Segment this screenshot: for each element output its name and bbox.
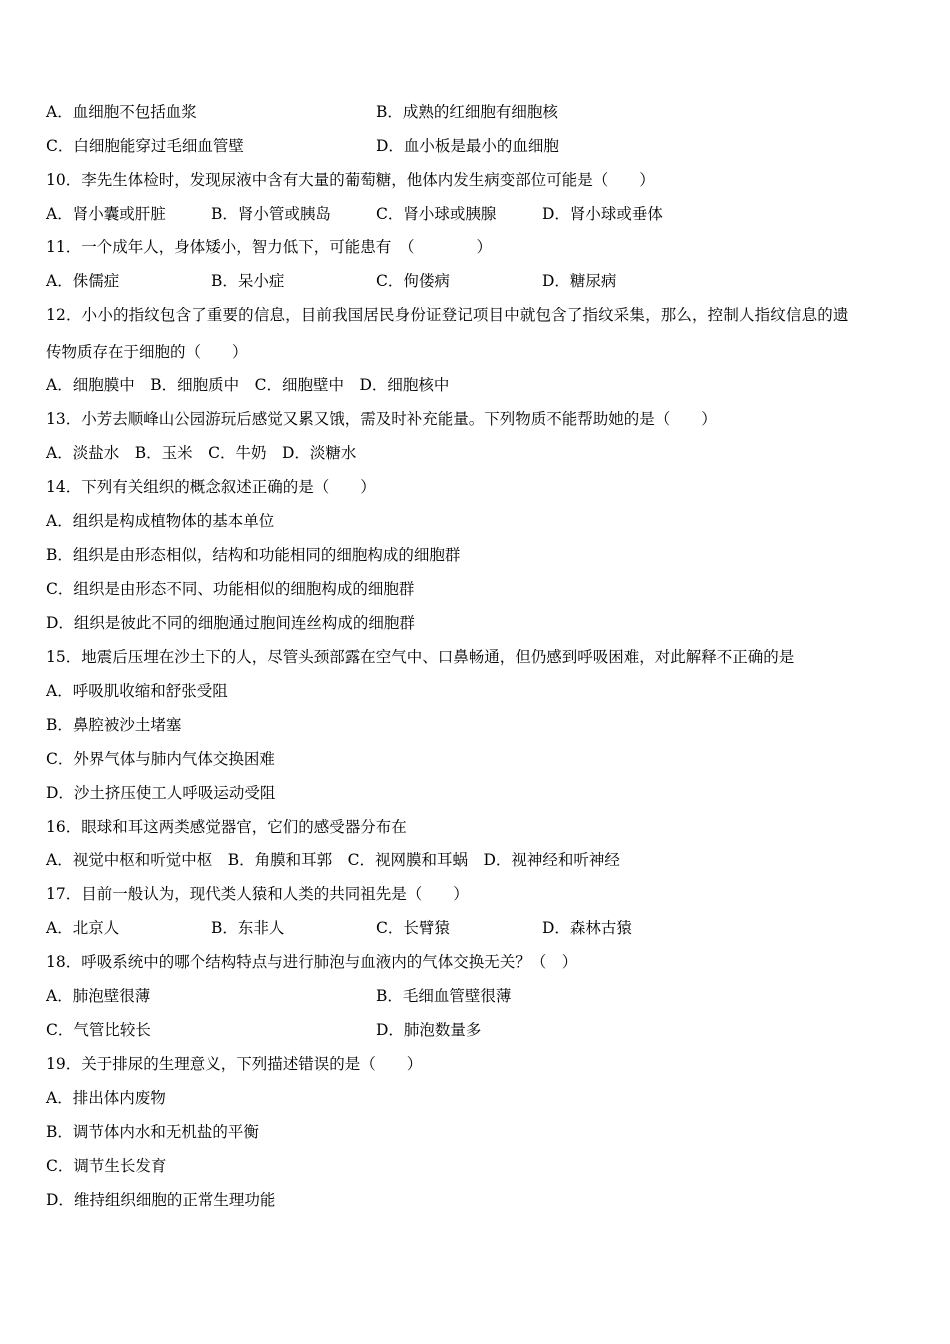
q13-stem: 13．小芳去顺峰山公园游玩后感觉又累又饿，需及时补充能量。下列物质不能帮助她的是（ ） [46, 410, 717, 428]
q9-option-b: B．成熟的红细胞有细胞核 [376, 103, 558, 121]
q18-option-c: C．气管比较长 [46, 1021, 151, 1039]
q9-option-c: C．白细胞能穿过毛细血管壁 [46, 137, 244, 155]
q14-option-a: A．组织是构成植物体的基本单位 [46, 512, 275, 530]
q17-stem: 17．目前一般认为，现代类人猿和人类的共同祖先是（ ） [46, 885, 469, 903]
q16-stem: 16．眼球和耳这两类感觉器官，它们的感受器分布在 [46, 818, 407, 836]
q15-option-d: D．沙土挤压使工人呼吸运动受阻 [46, 784, 276, 802]
q19-stem: 19．关于排尿的生理意义，下列描述错误的是（ ） [46, 1055, 423, 1073]
q19-option-b: B．调节体内水和无机盐的平衡 [46, 1123, 259, 1141]
q17-option-a: A．北京人 [46, 919, 120, 937]
q16-options: A．视觉中枢和听觉中枢 B．角膜和耳郭 C．视网膜和耳蜗 D．视神经和听神经 [46, 851, 620, 869]
q15-stem: 15．地震后压埋在沙土下的人，尽管头颈部露在空气中、口鼻畅通，但仍感到呼吸困难，对此解释不正确的是 [46, 648, 795, 666]
q18-options-row-2 [46, 1020, 482, 1040]
q11-option-a: A．侏儒症 [46, 272, 120, 290]
q14-option-d: D．组织是彼此不同的细胞通过胞间连丝构成的细胞群 [46, 614, 415, 632]
q15-option-c: C．外界气体与肺内气体交换困难 [46, 750, 275, 768]
q17-option-b: B．东非人 [211, 919, 285, 937]
q12-stem-line-2: 传物质存在于细胞的（ ） [46, 343, 248, 361]
q18-stem: 18．呼吸系统中的哪个结构特点与进行肺泡与血液内的气体交换无关？（ ） [46, 953, 578, 971]
q19-option-a: A．排出体内废物 [46, 1089, 166, 1107]
q9-options-row-1 [46, 102, 558, 122]
q14-stem: 14．下列有关组织的概念叙述正确的是（ ） [46, 478, 376, 496]
q9-options-row-2 [46, 136, 559, 156]
q13-options: A．淡盐水 B．玉米 C．牛奶 D．淡糖水 [46, 444, 357, 462]
q15-option-a: A．呼吸肌收缩和舒张受阻 [46, 682, 228, 700]
q18-option-d: D．肺泡数量多 [376, 1021, 482, 1039]
q19-option-c: C．调节生长发育 [46, 1157, 167, 1175]
q11-option-d: D．糖尿病 [542, 272, 617, 290]
q17-option-c: C．长臂猿 [376, 919, 450, 937]
q18-options-row-1 [46, 986, 512, 1006]
q11-option-b: B．呆小症 [211, 272, 285, 290]
q14-option-b: B．组织是由形态相似，结构和功能相同的细胞构成的细胞群 [46, 546, 461, 564]
q11-stem: 11．一个成年人，身体矮小，智力低下，可能患有 （ ） [46, 238, 492, 256]
q11-option-c: C．佝偻病 [376, 272, 450, 290]
q10-option-d: D．肾小球或垂体 [542, 205, 663, 223]
q10-stem: 10．李先生体检时，发现尿液中含有大量的葡萄糖，他体内发生病变部位可能是（ ） [46, 171, 655, 189]
q15-option-b: B．鼻腔被沙土堵塞 [46, 716, 182, 734]
q18-option-b: B．毛细血管壁很薄 [376, 987, 512, 1005]
q12-stem-line-1: 12．小小的指纹包含了重要的信息，目前我国居民身份证登记项目中就包含了指纹采集，那么，控制人指纹信息的遗 [46, 306, 849, 324]
q18-option-a: A．肺泡壁很薄 [46, 987, 151, 1005]
q14-option-c: C．组织是由形态不同、功能相似的细胞构成的细胞群 [46, 580, 415, 598]
q9-option-a: A．血细胞不包括血浆 [46, 103, 197, 121]
q10-option-b: B．肾小管或胰岛 [211, 205, 331, 223]
q17-option-d: D．森林古猿 [542, 919, 632, 937]
q10-option-c: C．肾小球或胰腺 [376, 205, 497, 223]
q9-option-d: D．血小板是最小的血细胞 [376, 137, 559, 155]
q19-option-d: D．维持组织细胞的正常生理功能 [46, 1191, 276, 1209]
q12-options: A．细胞膜中 B．细胞质中 C．细胞壁中 D．细胞核中 [46, 376, 450, 394]
q10-option-a: A．肾小囊或肝脏 [46, 205, 166, 223]
